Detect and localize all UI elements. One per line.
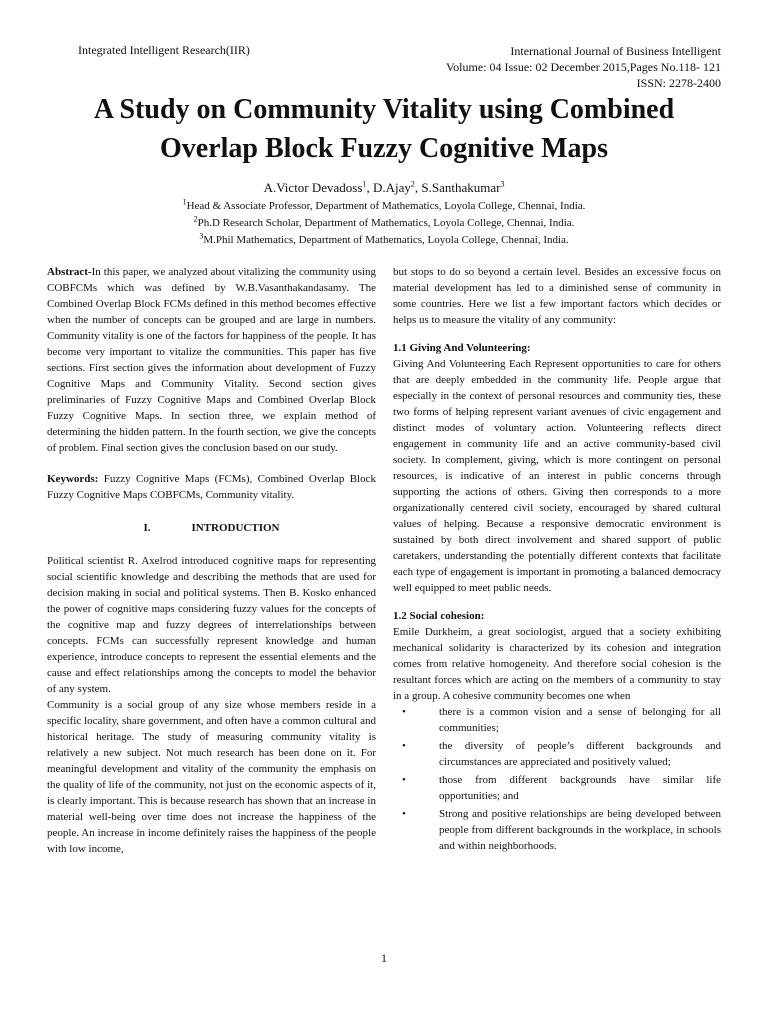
paper-title-line-1: A Study on Community Vitality using Combined [93,94,675,125]
intro-paragraph-2: Community is a social group of any size whose members reside in a specific locality, share government, and often have a common cultural and historical heritage. The study of measuring community vitality is relatively a new subject. Not much research has been done on it. For meaningful development and vitality of the community the emphasis on the quality of life of the community, not just on the economic aspects of it, is clearly important. This is because research has shown that an increase in material well-being over time does not increase the happiness of the people. An increase in income definitely raises the happiness of the people with low income, [47,699,376,855]
subsection-heading-cohesion: 1.2 Social cohesion: [393,610,485,622]
affiliation-2 [0,215,768,232]
right-column [393,264,721,856]
affiliation-3 [0,232,768,249]
affiliation-1-text: Head & Associate Professor, Department of Mathematics, Loyola College, Chennai, India. [186,200,586,212]
giving-paragraph: Giving And Volunteering Each Represent opportunities to care for others that are deeply embedded in the community life. People argue that especially in the context of personal resources and community ties, these two forms of helping represent variant avenues of civic engagement and distinct modes of voluntary action. Volunteering reflects direct engagement in community life and an active community-based civil society. In complement, giving, which is more contingent on personal resources, is indicative of an interest in public concerns through supporting the actions of others. Giving then corresponds to a more organizationally centered civil society, encouraged by shared cultural values of helping. Because a responsive democratic environment is sustained by both direct involvement and shared support of public caretakers, understanding the potentially different contexts that facilitate each type of engagement is important in promoting a balanced democracy well equipped to meet public needs. [393,358,721,594]
journal-volume: Volume: 04 Issue: 02 December 2015,Pages No.118- 121 [446,60,721,74]
author-2: , D.Ajay [366,180,411,195]
affiliation-3-text: M.Phil Mathematics, Department of Mathematics, Loyola College, Chennai, India. [203,234,569,246]
left-column [47,264,376,857]
list-item: • the diversity of people’s different backgrounds and circumstances are appreciated and positively valued; [439,738,721,770]
list-item: • those from different backgrounds have similar life opportunities; and [439,772,721,804]
paper-title-line-2: Overlap Block Fuzzy Cognitive Maps [160,133,608,164]
journal-name: International Journal of Business Intelligent [510,44,721,58]
cohesion-paragraph: Emile Durkheim, a great sociologist, argued that a society exhibiting mechanical solidarity is characterized by its cohesion and integration comes from relative homogeneity. And therefore social cohesion is the resultant forces which are acting on the members of a community to stay in a group. A cohesive community becomes one when [393,626,721,702]
author-1: A.Victor Devadoss [263,180,363,195]
affiliation-3-sup: 3 [199,231,204,241]
keywords [47,471,376,503]
affiliation-2-sup: 2 [193,214,198,224]
abstract-text: In this paper, we analyzed about vitalizing the community using COBFCMs which was defined by W.B.Vasanthakandasamy. The Combined Overlap Block FCMs defined in this method becomes effective when the number of concepts can be grouped and are large in numbers. Community vitality is one of the factors for happiness of the people. It has become very important to vitalize the communities. This paper has five sections. First section gives the information about development of Fuzzy Cognitive Maps and Community Vitality. Second section gives preliminaries of Fuzzy Cognitive Maps and Combined Overlap Block Fuzzy Cognitive Maps. In section three, we explain method of determining the hidden pattern. In the fourth section, we give the concepts of problem. Final section gives the conclusion based on our study. [47,266,376,454]
page-number: 1 [381,951,387,965]
affiliation-2-text: Ph.D Research Scholar, Department of Mathematics, Loyola College, Chennai, India. [197,217,575,229]
intro-paragraph-1: Political scientist R. Axelrod introduced cognitive maps for representing social scientific knowledge and describing the methods that are used for decision making in social and political systems. Then B. Kosko enhanced the power of cognitive maps considering fuzzy values for the concepts of the cognitive map and fuzzy degrees of interrelationships between concepts. FCMs can successfully represent knowledge and human experience, introduce concepts to represent the essential elements and the cause and effect relationships among the concepts to model the behavior of any system. [47,555,376,695]
author-2-sup: 2 [410,179,415,189]
list-item: • there is a common vision and a sense of belonging for all communities; [439,704,721,736]
affiliation-1-sup: 1 [182,197,187,207]
journal-info [446,43,721,91]
journal-issn: ISSN: 2278-2400 [636,76,721,90]
author-3: , S.Santhakumar [414,180,501,195]
author-list [0,180,768,196]
affiliations [0,198,768,249]
section-heading-introduction [47,520,376,536]
section-title: INTRODUCTION [191,522,280,534]
list-item: • Strong and positive relationships are being developed between people from different backgrounds in the workplace, in schools and within neighborhoods. [439,806,721,854]
subsection-heading-giving: 1.1 Giving And Volunteering: [393,342,531,354]
journal-publisher: Integrated Intelligent Research(IIR) [78,43,250,57]
cohesion-bullet-list [393,704,721,854]
affiliation-1 [0,198,768,215]
keywords-text: Fuzzy Cognitive Maps (FCMs), Combined Overlap Block Fuzzy Cognitive Maps COBFCMs, Community vitality. [47,473,376,501]
keywords-label: Keywords: [47,473,99,485]
right-paragraph-0: but stops to do so beyond a certain level. Besides an excessive focus on material development has led to a diminished sense of community in some countries. Here we list a few important factors which decides or helps us to measure the vitality of any community: [393,266,721,326]
abstract-label: Abstract- [47,266,92,278]
abstract [47,264,376,456]
section-number: I. [143,522,151,534]
author-1-sup: 1 [362,179,367,189]
paper-title [20,90,748,168]
author-3-sup: 3 [500,179,505,189]
